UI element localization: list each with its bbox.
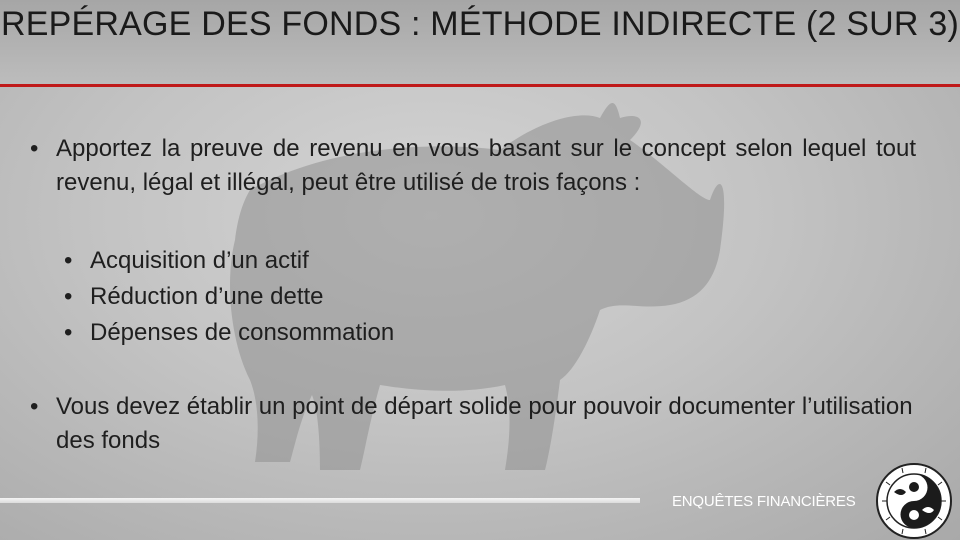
bullet-dot: •: [64, 247, 73, 274]
bullet-1: [30, 132, 916, 200]
footer-text: ENQUÊTES FINANCIÈRES: [672, 493, 856, 510]
bullet-2: [30, 390, 916, 458]
bullet-2-text: Vous devez établir un point de départ solide pour pouvoir documenter l’utilisation des fonds: [56, 393, 913, 454]
footer-line: [0, 498, 640, 503]
title-underline: [0, 84, 960, 87]
sub-bullet-3-text: Dépenses de consommation: [90, 319, 395, 346]
sub-bullet-1-text: Acquisition d’un actif: [90, 247, 309, 274]
bullet-dot: •: [30, 393, 39, 420]
bullet-1-text: Apportez la preuve de revenu en vous basant sur le concept selon lequel tout revenu, légal et illégal, peut être utilisé de trois façons :: [56, 135, 916, 196]
slide-title: REPÉRAGE DES FONDS : MÉTHODE INDIRECTE (2 SUR 3): [1, 5, 959, 43]
sub-bullet-2-text: Réduction d’une dette: [90, 283, 324, 310]
bullet-dot: •: [30, 135, 39, 162]
sub-bullet-3: [64, 315, 395, 351]
sub-bullet-1: [64, 243, 309, 279]
seal-logo-icon: [872, 462, 956, 540]
bullet-dot: •: [64, 319, 73, 346]
sub-bullet-2: [64, 279, 324, 315]
bullet-dot: •: [64, 283, 73, 310]
